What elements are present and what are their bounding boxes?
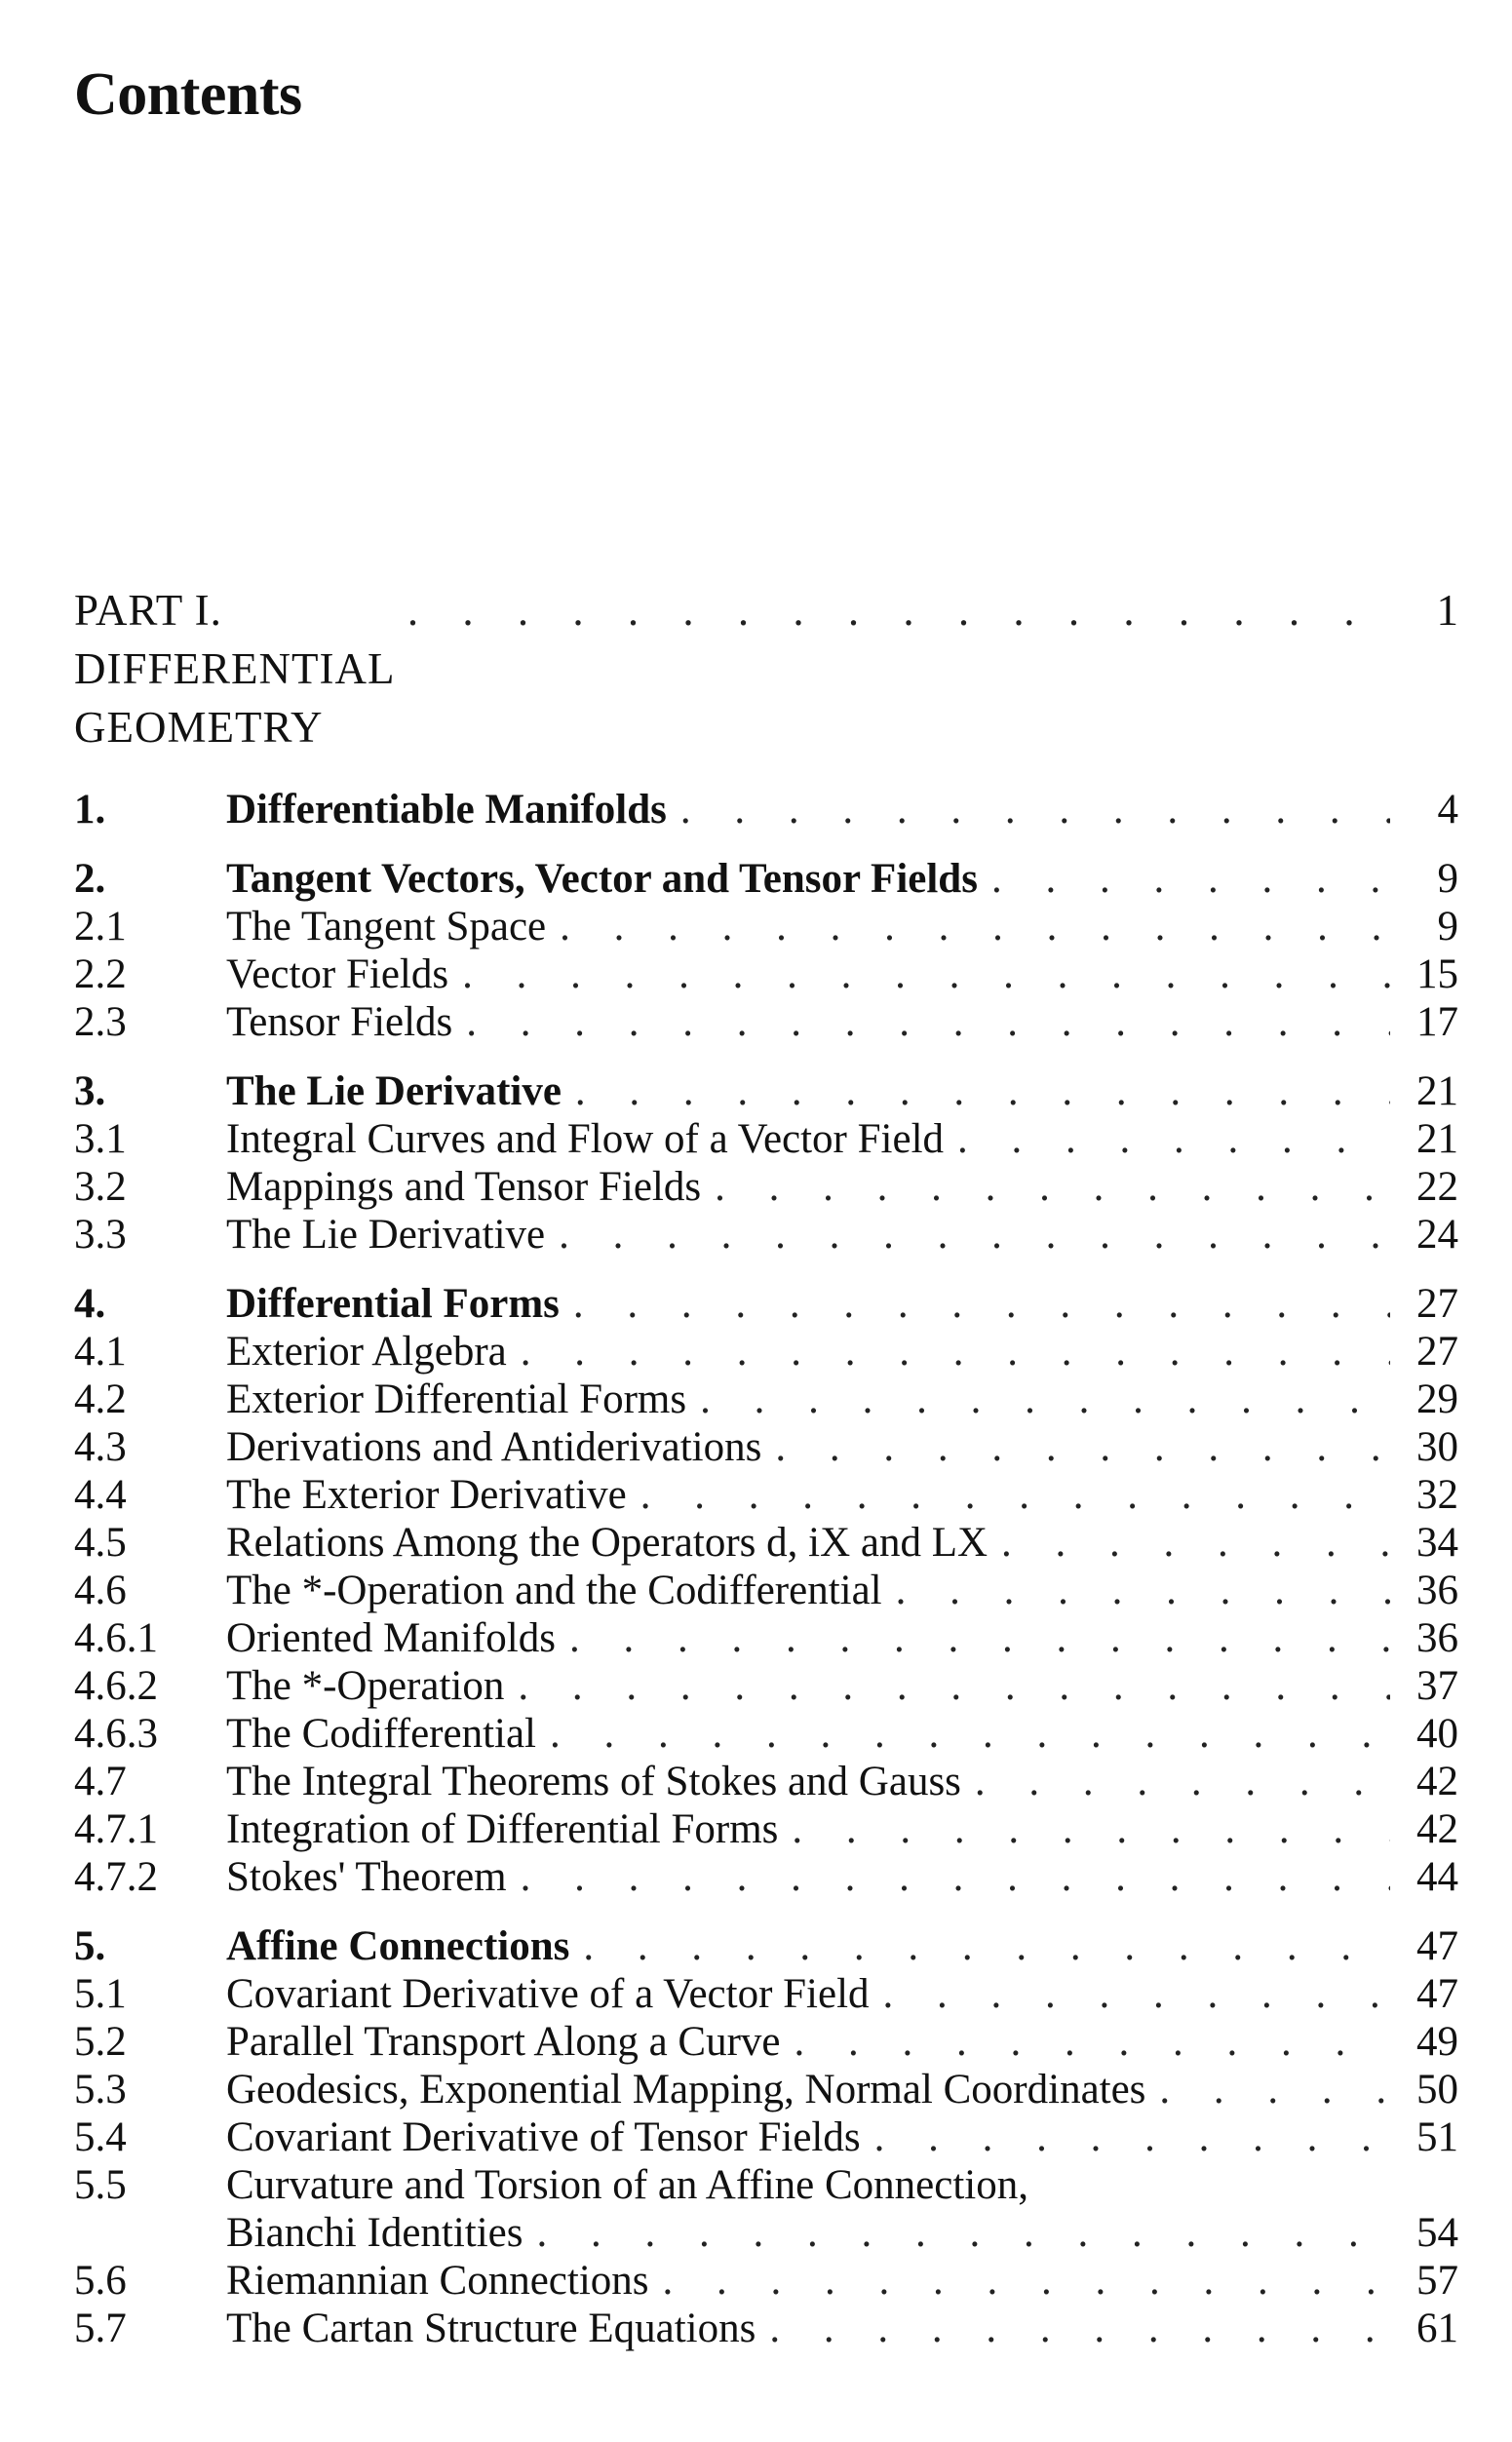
toc-chapter (74, 1922, 1458, 2352)
section-number: 3.3 (74, 1212, 127, 1258)
page-number: 17 (1416, 999, 1458, 1045)
toc-section-row (74, 1662, 1458, 1710)
section-number: 5.4 (74, 2114, 127, 2160)
page-number: 9 (1437, 904, 1458, 950)
section-title: Exterior Algebra (226, 1329, 507, 1375)
section-number: 2.1 (74, 904, 127, 950)
toc-section-row (74, 1710, 1458, 1758)
page-number: 24 (1416, 1212, 1458, 1258)
page-number: 44 (1416, 1854, 1458, 1900)
chapter-number: 3. (74, 1068, 106, 1114)
leader-dots (640, 1471, 1390, 1519)
section-number: 5.2 (74, 2019, 127, 2065)
toc-section-row (74, 903, 1458, 950)
section-number: 5.7 (74, 2306, 127, 2351)
section-title: Riemannian Connections (226, 2258, 649, 2304)
part-title: PART I. DIFFERENTIAL GEOMETRY (74, 586, 394, 752)
toc-section-row (74, 1423, 1458, 1471)
toc-chapter (74, 855, 1458, 1046)
toc-section-row (74, 1758, 1458, 1805)
section-title: The Codifferential (226, 1711, 537, 1757)
page-number: 61 (1416, 2306, 1458, 2351)
section-title-continued: Bianchi Identities (226, 2210, 523, 2256)
leader-dots (575, 1067, 1390, 1115)
page-number: 1 (1436, 586, 1458, 635)
section-number: 4.7.2 (74, 1854, 158, 1900)
toc-chapter-row (74, 855, 1458, 903)
page-number: 50 (1416, 2067, 1458, 2113)
leader-dots (537, 2209, 1390, 2257)
toc-chapter (74, 1280, 1458, 1901)
toc-section-row-continued (74, 2209, 1458, 2257)
leader-dots (462, 950, 1390, 998)
leader-dots (573, 1280, 1390, 1328)
section-number: 4.7.1 (74, 1806, 158, 1852)
toc-section-row (74, 1519, 1458, 1567)
section-number: 3.1 (74, 1116, 127, 1162)
page-number: 15 (1416, 951, 1458, 997)
leader-dots (466, 998, 1390, 1046)
section-title: Covariant Derivative of Tensor Fields (226, 2114, 861, 2160)
page-number: 22 (1416, 1164, 1458, 1210)
section-number: 5.5 (74, 2162, 127, 2208)
page-number: 27 (1416, 1329, 1458, 1375)
chapter-title: Differential Forms (226, 1281, 560, 1327)
page-number: 57 (1416, 2258, 1458, 2304)
leader-dots (700, 1376, 1390, 1423)
section-title: Mappings and Tensor Fields (226, 1164, 702, 1210)
section-number: 4.3 (74, 1424, 127, 1470)
section-title: Tensor Fields (226, 999, 453, 1045)
page-number: 9 (1437, 856, 1458, 902)
section-number: 4.5 (74, 1520, 127, 1566)
section-title: The *-Operation (226, 1663, 505, 1709)
leader-dots (957, 1115, 1390, 1163)
leader-dots (680, 786, 1390, 833)
leader-dots (663, 2257, 1390, 2305)
page-number: 34 (1416, 1520, 1458, 1566)
leader-dots (991, 855, 1390, 903)
section-number: 2.2 (74, 951, 127, 997)
page-number: 37 (1416, 1663, 1458, 1709)
page-number: 47 (1416, 1971, 1458, 2017)
toc-section-row (74, 998, 1458, 1046)
page-number: 54 (1416, 2210, 1458, 2256)
leader-dots (795, 2018, 1390, 2066)
leader-dots (583, 1922, 1390, 1970)
section-number: 4.4 (74, 1472, 127, 1518)
section-number: 4.7 (74, 1759, 127, 1804)
section-number: 5.3 (74, 2067, 127, 2113)
section-title: The Lie Derivative (226, 1212, 546, 1258)
toc-section-row (74, 1614, 1458, 1662)
toc-section-row (74, 1805, 1458, 1853)
leader-dots (896, 1567, 1390, 1614)
toc-section-row (74, 1853, 1458, 1901)
page-number: 4 (1437, 787, 1458, 833)
leader-dots (715, 1163, 1390, 1211)
toc-section-row (74, 1471, 1458, 1519)
section-title: Relations Among the Operators d, iX and LX (226, 1520, 989, 1566)
section-title: Exterior Differential Forms (226, 1376, 687, 1422)
page-number: 21 (1416, 1068, 1458, 1114)
section-number: 4.6.3 (74, 1711, 158, 1757)
section-number: 5.6 (74, 2258, 127, 2304)
page-number: 30 (1416, 1424, 1458, 1470)
toc-section-row (74, 2257, 1458, 2305)
toc-section-row (74, 1970, 1458, 2018)
toc-chapter-row (74, 1280, 1458, 1328)
section-title: Integration of Differential Forms (226, 1806, 779, 1852)
page-number: 51 (1416, 2114, 1458, 2160)
chapter-number: 5. (74, 1923, 106, 1969)
leader-dots (874, 2113, 1390, 2161)
page-number: 42 (1416, 1806, 1458, 1852)
page-title: Contents (74, 61, 302, 128)
toc-chapter (74, 1067, 1458, 1259)
leader-dots (521, 1853, 1390, 1901)
section-number: 4.2 (74, 1376, 127, 1422)
toc-part-row (74, 581, 1458, 756)
section-number: 4.6 (74, 1568, 127, 1613)
leader-dots (792, 1805, 1390, 1853)
leader-dots (518, 1662, 1390, 1710)
toc-section-row (74, 1115, 1458, 1163)
page-number: 47 (1416, 1923, 1458, 1969)
chapter-number: 4. (74, 1281, 106, 1327)
section-title: Geodesics, Exponential Mapping, Normal Coordinates (226, 2067, 1146, 2113)
chapter-number: 2. (74, 856, 106, 902)
section-title: Stokes' Theorem (226, 1854, 507, 1900)
section-title: The Cartan Structure Equations (226, 2306, 756, 2351)
section-number: 4.6.2 (74, 1663, 158, 1709)
section-title: Derivations and Antiderivations (226, 1424, 762, 1470)
leader-dots (569, 1614, 1390, 1662)
table-of-contents (74, 581, 1458, 2374)
toc-section-row (74, 1211, 1458, 1259)
page-number: 42 (1416, 1759, 1458, 1804)
page-number: 27 (1416, 1281, 1458, 1327)
chapter-title: The Lie Derivative (226, 1068, 562, 1114)
section-number: 2.3 (74, 999, 127, 1045)
toc-section-row (74, 1163, 1458, 1211)
toc-chapter-row (74, 1067, 1458, 1115)
section-number: 4.1 (74, 1329, 127, 1375)
leader-dots (769, 2305, 1390, 2352)
section-title: The *-Operation and the Codifferential (226, 1568, 882, 1613)
page-number: 49 (1416, 2019, 1458, 2065)
page-number: 32 (1416, 1472, 1458, 1518)
toc-chapter-row (74, 1922, 1458, 1970)
section-title: The Integral Theorems of Stokes and Gauss (226, 1759, 961, 1804)
leader-dots (559, 1211, 1390, 1259)
toc-section-row (74, 1376, 1458, 1423)
section-number: 4.6.1 (74, 1615, 158, 1661)
toc-section-row (74, 950, 1458, 998)
leader-dots (975, 1758, 1390, 1805)
page-number: 21 (1416, 1116, 1458, 1162)
chapter-title: Differentiable Manifolds (226, 787, 667, 833)
leader-dots (407, 581, 1390, 640)
section-title: The Tangent Space (226, 904, 547, 950)
toc-chapter (74, 786, 1458, 833)
leader-dots (521, 1328, 1390, 1376)
leader-dots (1001, 1519, 1390, 1567)
page-number: 29 (1416, 1376, 1458, 1422)
section-number: 5.1 (74, 1971, 127, 2017)
chapter-title: Tangent Vectors, Vector and Tensor Fields (226, 856, 978, 902)
chapter-title: Affine Connections (226, 1923, 570, 1969)
toc-section-row (74, 2066, 1458, 2113)
section-title: Covariant Derivative of a Vector Field (226, 1971, 870, 2017)
section-title: The Exterior Derivative (226, 1472, 627, 1518)
leader-dots (550, 1710, 1390, 1758)
section-title: Parallel Transport Along a Curve (226, 2019, 781, 2065)
page-number: 36 (1416, 1615, 1458, 1661)
section-title: Oriented Manifolds (226, 1615, 556, 1661)
section-number: 3.2 (74, 1164, 127, 1210)
section-title: Vector Fields (226, 951, 449, 997)
toc-section-row (74, 1328, 1458, 1376)
section-title: Curvature and Torsion of an Affine Connection, (226, 2162, 1028, 2208)
chapter-number: 1. (74, 787, 106, 833)
toc-section-row (74, 2161, 1458, 2209)
section-title: Integral Curves and Flow of a Vector Field (226, 1116, 945, 1162)
toc-section-row (74, 2113, 1458, 2161)
leader-dots (560, 903, 1390, 950)
toc-section-row (74, 1567, 1458, 1614)
toc-chapter-row (74, 786, 1458, 833)
leader-dots (883, 1970, 1390, 2018)
page-number: 40 (1416, 1711, 1458, 1757)
toc-section-row (74, 2018, 1458, 2066)
toc-section-row (74, 2305, 1458, 2352)
leader-dots (1159, 2066, 1390, 2113)
leader-dots (775, 1423, 1390, 1471)
page-number: 36 (1416, 1568, 1458, 1613)
